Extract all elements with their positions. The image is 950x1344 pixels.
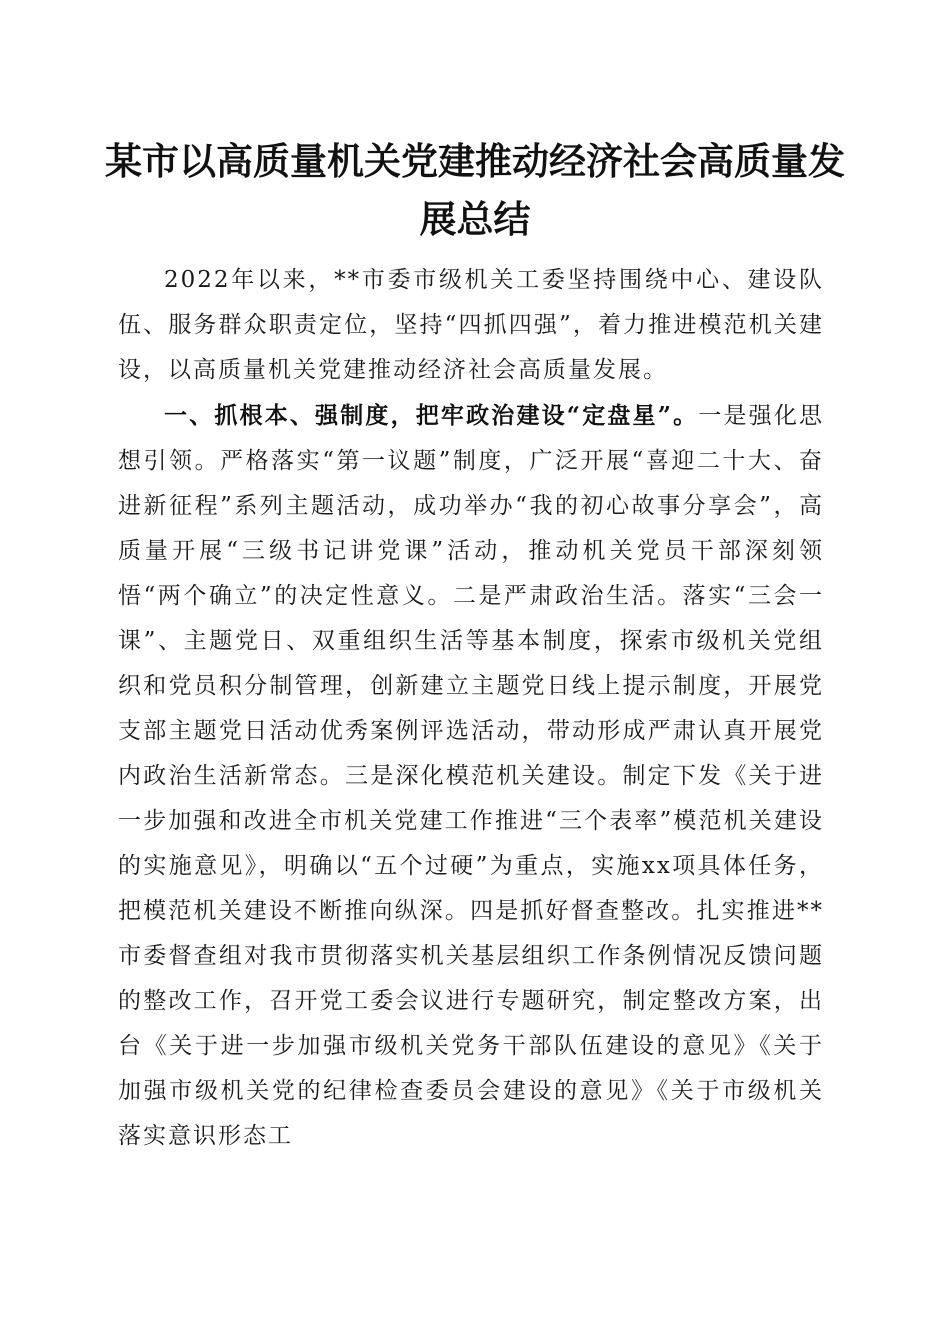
document-body — [118, 258, 824, 1159]
intro-paragraph: 2022年以来，**市委市级机关工委坚持围绕中心、建设队伍、服务群众职责定位，坚持“四抓四强”，着力推进模范机关建设，以高质量机关党建推动经济社会高质量发展。 — [118, 267, 824, 383]
section-1-heading: 一、抓根本、强制度，把牢政治建设“定盘星”。 — [164, 402, 699, 429]
section-1-body: 一是强化思想引领。严格落实“第一议题”制度，广泛开展“喜迎二十大、奋进新征程”系列主题活动，成功举办“我的初心故事分享会”，高质量开展“三级书记讲党课”活动，推动机关党员干部深刻领悟“两个确立”的决定性意义。二是严肃政治生活。落实“三会一课”、主题党日、双重组织生活等基本制度，探索市级机关党组织和党员积分制管理，创新建立主题党日线上提示制度，开展党支部主题党日活动优秀案例评选活动，带动形成严肃认真开展党内政治生活新常态。三是深化模范机关建设。制定下发《关于进一步加强和改进全市机关党建工作推进“三个表率”模范机关建设的实施意见》，明确以“五个过硬”为重点，实施xx项具体任务，把模范机关建设不断推向纵深。四是抓好督查整改。扎实推进**市委督查组对我市贯彻落实机关基层组织工作条例情况反馈问题的整改工作，召开党工委会议进行专题研究，制定整改方案，出台《关于进一步加强市级机关党务干部队伍建设的意见》《关于加强市级机关党的纪律检查委员会建设的意见》《关于市级机关落实意识形态工 — [118, 403, 824, 1149]
document-title: 某市以高质量机关党建推动经济社会高质量发展总结 — [105, 139, 845, 241]
section-1-paragraph — [118, 393, 824, 1159]
